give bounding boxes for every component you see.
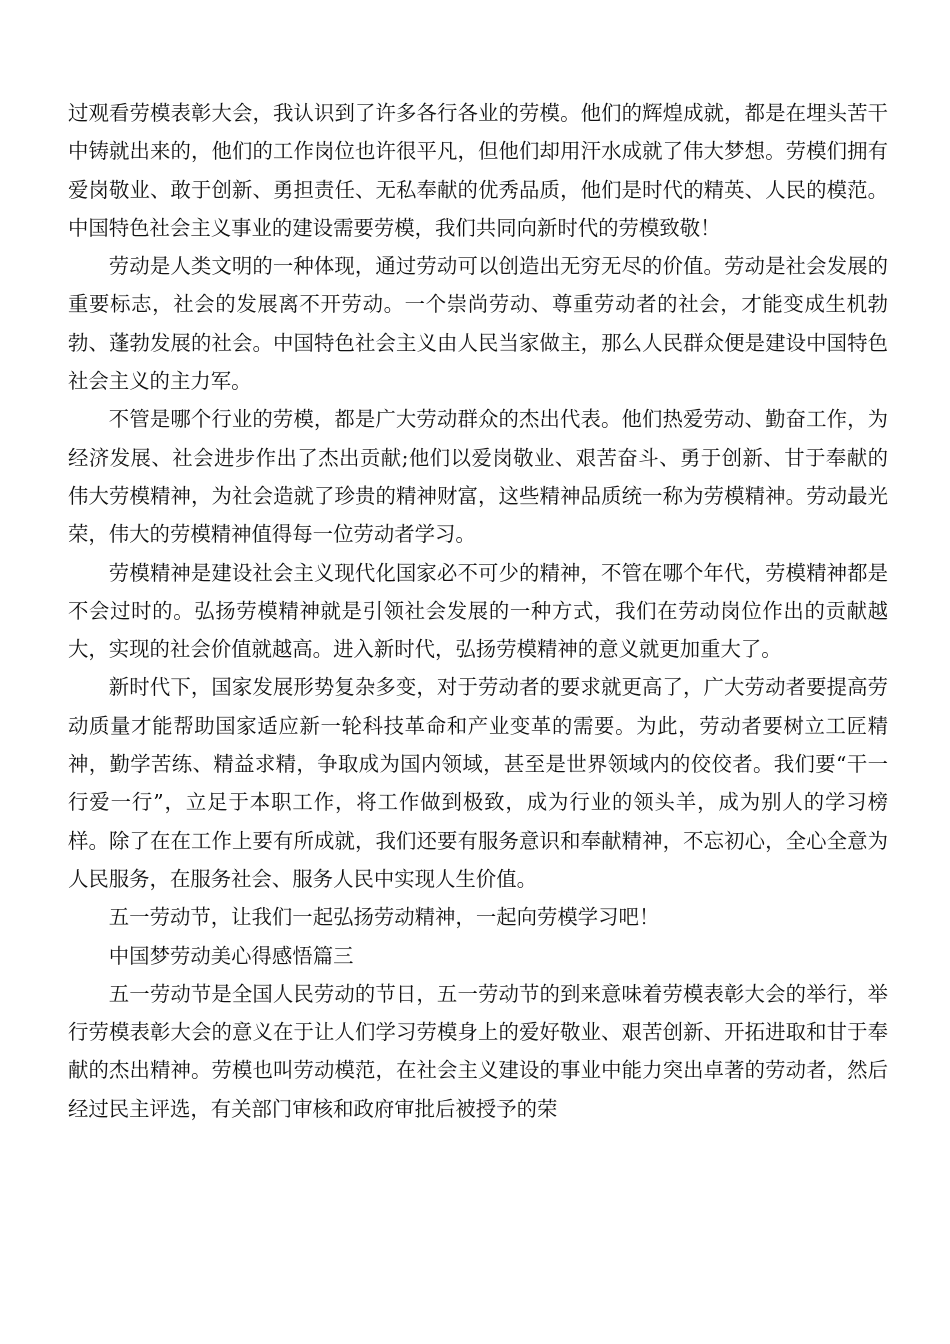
- paragraph: 五一劳动节是全国人民劳动的节日，五一劳动节的到来意味着劳模表彰大会的举行，举行劳模表彰大会的意义在于让人们学习劳模身上的爱好敬业、艰苦创新、开拓进取和甘于奉献的杰出精神。劳模也叫劳动模范，在社会主义建设的事业中能力突出卓著的劳动者，然后经过民主评选，有关部门审核和政府审批后被授予的荣: [68, 981, 888, 1121]
- paragraph: 过观看劳模表彰大会，我认识到了许多各行各业的劳模。他们的辉煌成就，都是在埋头苦干中铸就出来的，他们的工作岗位也许很平凡，但他们却用汗水成就了伟大梦想。劳模们拥有爱岗敬业、敢于创新、勇担责任、无私奉献的优秀品质，他们是时代的精英、人民的模范。中国特色社会主义事业的建设需要劳模，我们共同向新时代的劳模致敬！: [68, 101, 888, 240]
- paragraph: 劳动是人类文明的一种体现，通过劳动可以创造出无穷无尽的价值。劳动是社会发展的重要标志，社会的发展离不开劳动。一个崇尚劳动、尊重劳动者的社会，才能变成生机勃勃、蓬勃发展的社会。中国特色社会主义由人民当家做主，那么人民群众便是建设中国特色社会主义的主力军。: [68, 254, 888, 394]
- paragraph: 不管是哪个行业的劳模，都是广大劳动群众的杰出代表。他们热爱劳动、勤奋工作，为经济发展、社会进步作出了杰出贡献;他们以爱岗敬业、艰苦奋斗、勇于创新、甘于奉献的伟大劳模精神，为社会造就了珍贵的精神财富，这些精神品质统一称为劳模精神。劳动最光荣，伟大的劳模精神值得每一位劳动者学习。: [68, 407, 888, 547]
- document-page: [68, 94, 888, 1128]
- paragraph: 劳模精神是建设社会主义现代化国家必不可少的精神，不管在哪个年代，劳模精神都是不会过时的。弘扬劳模精神就是引领社会发展的一种方式，我们在劳动岗位作出的贡献越大，实现的社会价值就越高。进入新时代，弘扬劳模精神的意义就更加重大了。: [68, 560, 888, 662]
- section-heading: 中国梦劳动美心得感悟篇三: [108, 943, 354, 968]
- paragraph: 五一劳动节，让我们一起弘扬劳动精神，一起向劳模学习吧！: [108, 905, 660, 930]
- paragraph: 新时代下，国家发展形势复杂多变，对于劳动者的要求就更高了，广大劳动者要提高劳动质量才能帮助国家适应新一轮科技革命和产业变革的需要。为此，劳动者要树立工匠精神，勤学苦练、精益求精，争取成为国内领域，甚至是世界领域内的佼佼者。我们要“干一行爱一行”，立足于本职工作，将工作做到极致，成为行业的领头羊，成为别人的学习榜样。除了在在工作上要有所成就，我们还要有服务意识和奉献精神，不忘初心，全心全意为人民服务，在服务社会、服务人民中实现人生价值。: [68, 675, 888, 891]
